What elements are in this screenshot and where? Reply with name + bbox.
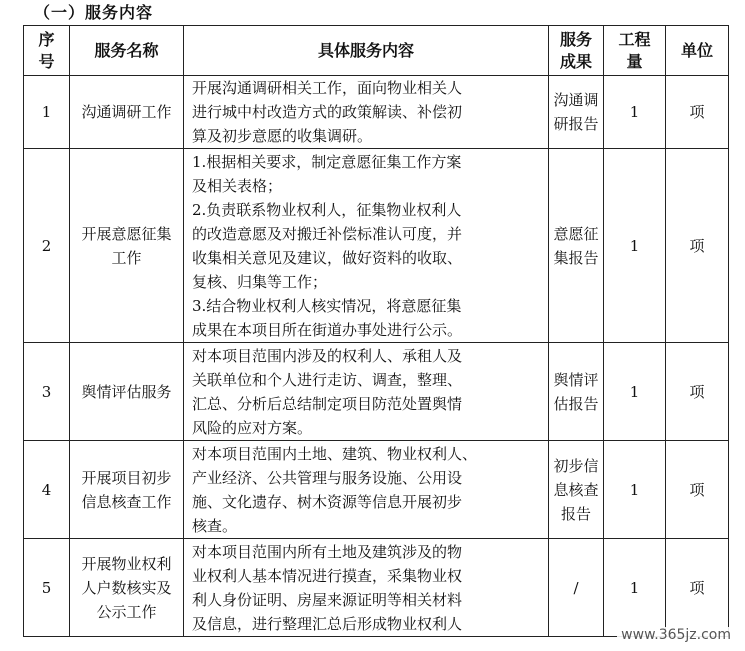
content-line: 施、文化遗存、树木资源等信息开展初步 xyxy=(192,492,463,511)
row-seq: 1 xyxy=(24,76,70,149)
row-seq: 3 xyxy=(24,343,70,441)
content-line: 汇总、分析后总结制定项目防范处置舆情 xyxy=(192,394,463,413)
content-line: 成果在本项目所在街道办事处进行公示。 xyxy=(192,320,463,339)
row-unit: 项 xyxy=(666,343,729,441)
content-line: 核查。 xyxy=(192,516,238,535)
row-name: 开展项目初步信息核查工作 xyxy=(70,441,184,539)
row-result: 意愿征集报告 xyxy=(549,149,604,343)
section-title: （一）服务内容 xyxy=(34,3,154,22)
content-line: 3.结合物业权利人核实情况，将意愿征集 xyxy=(192,296,462,315)
header-result: 服务成果 xyxy=(549,26,604,76)
content-line: 关联单位和个人进行走访、调查，整理、 xyxy=(192,370,463,389)
row-result: / xyxy=(549,539,604,637)
content-line: 2.负责联系物业权利人，征集物业权利人 xyxy=(192,200,462,219)
row-seq: 4 xyxy=(24,441,70,539)
header-content: 具体服务内容 xyxy=(184,26,549,76)
header-row xyxy=(24,26,729,76)
content-line: 算及初步意愿的收集调研。 xyxy=(192,127,373,145)
row-unit: 项 xyxy=(666,76,729,149)
row-content xyxy=(184,149,549,343)
row-quantity: 1 xyxy=(604,149,666,343)
content-line: 业权利人基本情况进行摸查，采集物业权 xyxy=(192,566,463,585)
header-unit: 单位 xyxy=(666,26,729,76)
content-line: 进行城中村改造方式的政策解读、补偿初 xyxy=(192,103,463,121)
row-unit: 项 xyxy=(666,539,729,637)
content-line: 对本项目范围内土地、建筑、物业权利人、 xyxy=(192,444,478,463)
table-row xyxy=(24,441,729,539)
content-line: 及相关表格； xyxy=(192,176,283,195)
row-result: 沟通调研报告 xyxy=(549,76,604,149)
row-name: 沟通调研工作 xyxy=(70,76,184,149)
row-unit: 项 xyxy=(666,149,729,343)
content-line: 产业经济、公共管理与服务设施、公用设 xyxy=(192,468,463,487)
content-line: 复核、归集等工作； xyxy=(192,272,328,291)
row-seq: 2 xyxy=(24,149,70,343)
table-body xyxy=(24,76,729,637)
row-content xyxy=(184,343,549,441)
row-unit: 项 xyxy=(666,441,729,539)
content-line: 对本项目范围内所有土地及建筑涉及的物 xyxy=(192,542,463,561)
content-line: 及信息，进行整理汇总后形成物业权利人 xyxy=(192,614,463,633)
row-quantity: 1 xyxy=(604,441,666,539)
row-name: 舆情评估服务 xyxy=(70,343,184,441)
header-name: 服务名称 xyxy=(70,26,184,76)
row-result: 舆情评估报告 xyxy=(549,343,604,441)
watermark: www.365jz.com xyxy=(617,627,735,643)
row-content xyxy=(184,441,549,539)
content-line: 收集相关意见及建议，做好资料的收取、 xyxy=(192,248,463,267)
content-line: 1.根据相关要求，制定意愿征集工作方案 xyxy=(192,152,462,171)
row-quantity: 1 xyxy=(604,76,666,149)
row-content xyxy=(184,539,549,637)
row-name: 开展意愿征集工作 xyxy=(70,149,184,343)
content-line: 对本项目范围内涉及的权利人、承租人及 xyxy=(192,346,463,365)
row-seq: 5 xyxy=(24,539,70,637)
service-table xyxy=(23,25,729,637)
row-quantity: 1 xyxy=(604,539,666,637)
table-row xyxy=(24,149,729,343)
content-line: 开展沟通调研相关工作，面向物业相关人 xyxy=(192,79,463,97)
table-row xyxy=(24,76,729,149)
content-line: 的改造意愿及对搬迁补偿标准认可度，并 xyxy=(192,224,463,243)
table-row xyxy=(24,539,729,637)
row-content xyxy=(184,76,549,149)
header-quantity: 工程量 xyxy=(604,26,666,76)
content-line: 风险的应对方案。 xyxy=(192,418,313,437)
row-name: 开展物业权利人户数核实及公示工作 xyxy=(70,539,184,637)
row-result: 初步信息核查报告 xyxy=(549,441,604,539)
table-row xyxy=(24,343,729,441)
header-seq: 序号 xyxy=(24,26,70,76)
row-quantity: 1 xyxy=(604,343,666,441)
content-line: 利人身份证明、房屋来源证明等相关材料 xyxy=(192,590,463,609)
